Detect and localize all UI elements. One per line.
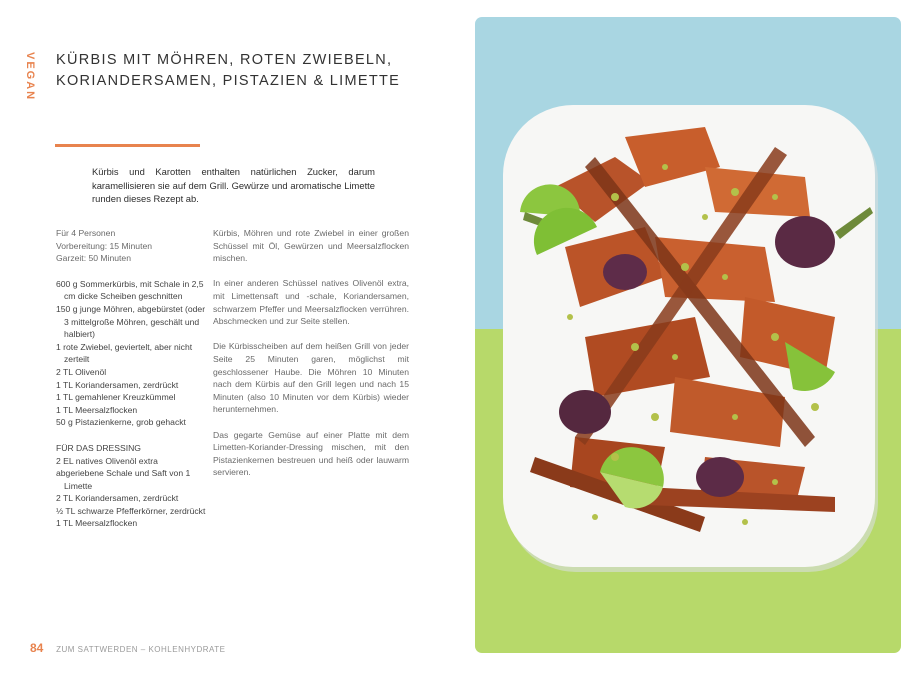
ingredient-item: 50 g Pistazienkerne, grob gehackt xyxy=(56,417,186,428)
method-column xyxy=(213,227,409,491)
recipe-meta xyxy=(56,227,206,265)
food-illustration xyxy=(475,17,901,653)
dressing-item: 1 TL Meersalzflocken xyxy=(56,518,138,529)
dressing-item: 2 EL natives Olivenöl extra xyxy=(56,455,158,466)
dressing-heading: FÜR DAS DRESSING xyxy=(56,442,141,453)
dressing-item: ½ TL schwarze Pfefferkörner, zerdrückt xyxy=(56,505,206,516)
dressing-list xyxy=(56,455,206,531)
page-number: 84 xyxy=(30,641,44,655)
recipe-photo xyxy=(475,17,901,653)
ingredient-item: 2 TL Olivenöl xyxy=(56,366,107,377)
ingredient-item: 150 g junge Möhren, abgebürstet (oder 3 mittelgroße Möhren, geschält und halbiert) xyxy=(56,303,206,340)
ingredient-item: 1 rote Zwiebel, geviertelt, aber nicht zerteilt xyxy=(56,341,193,365)
page-footer xyxy=(30,641,225,655)
ingredient-item: 600 g Sommerkürbis, mit Schale in 2,5 cm dicke Scheiben geschnitten xyxy=(56,278,204,302)
side-tag: VEGAN xyxy=(24,52,36,102)
method-step: In einer anderen Schüssel natives Olivenöl extra, mit Limettensaft und -schale, Koriandersamen, schwarzem Pfeffer und Meersalzflocken verrühren. Abschmecken und zur Seite stellen. xyxy=(213,278,409,327)
method-step: Das gegarte Gemüse auf einer Platte mit dem Limetten-Koriander-Dressing mischen, mit den Pistazienkernen bestreuen und heiß oder lauwarm servieren. xyxy=(213,429,409,478)
method-step: Die Kürbisscheiben auf dem heißen Grill von jeder Seite 25 Minuten garen, möglichst mit geschlossener Haube. Die Möhren 10 Minuten nach dem Kürbis auf den Grill legen und nach 15 Minuten (also 10 Minuten vor dem Kürbis) wieder herunternehmen. xyxy=(213,341,409,415)
dressing-item: 2 TL Koriandersamen, zerdrückt xyxy=(56,493,179,504)
dressing-item: abgeriebene Schale und Saft von 1 Limette xyxy=(56,468,191,491)
ingredient-item: 1 TL Meersalzflocken xyxy=(56,404,138,415)
recipe-title xyxy=(56,50,456,92)
ingredient-item: 1 TL gemahlener Kreuzkümmel xyxy=(56,392,176,403)
recipe-title-line-2: KORIANDERSAMEN, PISTAZIEN & LIMETTE xyxy=(56,73,401,89)
cook-time: Garzeit: 50 Minuten xyxy=(56,253,131,264)
ingredient-list xyxy=(56,278,206,429)
accent-rule xyxy=(55,144,200,147)
recipe-title-line-1: KÜRBIS MIT MÖHREN, ROTEN ZWIEBELN, xyxy=(56,52,393,68)
ingredient-item: 1 TL Koriandersamen, zerdrückt xyxy=(56,379,179,390)
method-step: Kürbis, Möhren und rote Zwiebel in einer großen Schüssel mit Öl, Gewürzen und Meersalzflocken mischen. xyxy=(213,228,409,264)
servings: Für 4 Personen xyxy=(56,228,116,238)
ingredients-column xyxy=(56,227,206,530)
section-name: ZUM SATTWERDEN – KOHLENHYDRATE xyxy=(56,645,226,654)
prep-time: Vorbereitung: 15 Minuten xyxy=(56,240,153,251)
intro-text: Kürbis und Karotten enthalten natürlichen Zucker, darum karamellisieren sie auf dem Grill. Gewürze und aromatische Limette runden dieses Rezept ab. xyxy=(92,166,375,204)
